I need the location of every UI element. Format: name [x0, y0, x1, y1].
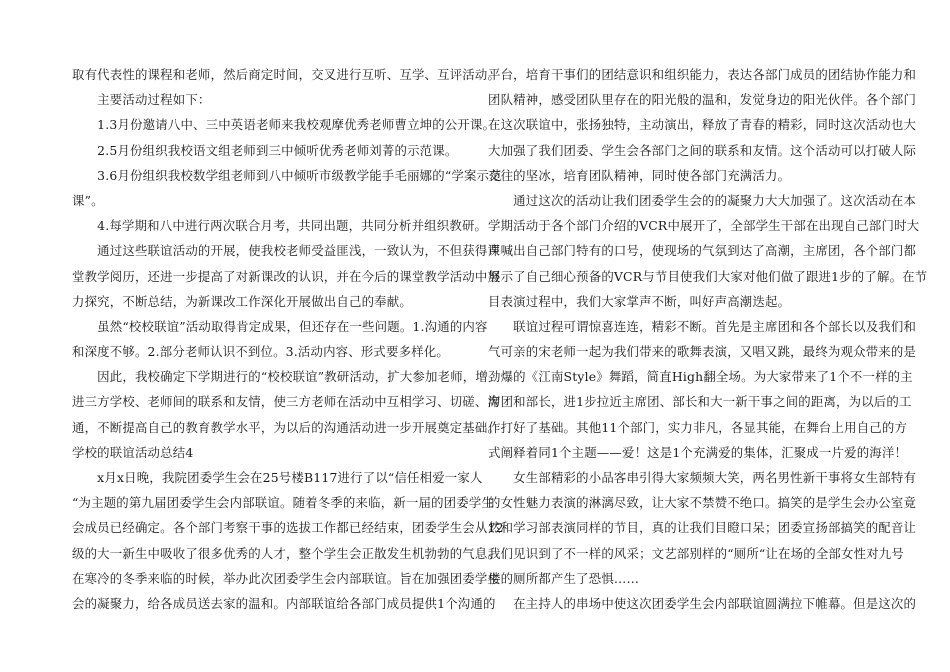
text-line: 楼的厕所都产生了恐惧……: [488, 570, 640, 586]
text-line: 气可亲的宋老师一起为我们带来的歌舞表演，又唱又跳，最终为观众带来的是: [488, 344, 917, 360]
text-line: 通过这次的活动让我们团委学生会的的凝聚力大大加强了。这次活动在本: [488, 192, 917, 208]
text-line: 通过这些联谊活动的开展，使我校老师受益匪浅，一致认为，不但获得课: [72, 243, 501, 259]
text-line: 3.6月份组织我校数学组老师到八中倾听市级教学能手毛丽娜的“学案示范: [72, 167, 502, 183]
text-line: “为主题的第九届团委学生会内部联谊。随着冬季的来临，新一届的团委学生: [72, 495, 495, 511]
text-line: 然和学习部表演同样的节目，真的让我们目瞪口呆；团委宣扬部搞笑的配音让: [488, 520, 917, 536]
text-line: 虽然“校校联谊”活动取得肯定成果，但还存在一些问题。1.沟通的内容: [72, 318, 488, 334]
text-line: 声喊出自己部门特有的口号，使现场的气氛到达了高潮，主席团，各个部门都: [488, 243, 917, 259]
text-line: 的女性魅力表演的淋漓尽致，让大家不禁赞不绝口。搞笑的是学生会办公室竟: [488, 495, 917, 511]
text-line: 女生部精彩的小品客串引得大家频频大笑，两名男性新干事将女生部特有: [488, 470, 917, 485]
text-line: 进三方学校、老师间的联系和友情，使三方老师在活动中互相学习、切磋、沟: [72, 394, 501, 410]
text-line: 在寒冷的冬季来临的时候，举办此次团委学生会内部联谊。旨在加强团委学生: [72, 570, 501, 586]
text-line: 1.3月份邀请八中、三中英语老师来我校观摩优秀老师曹立坤的公开课。: [72, 117, 496, 133]
text-line: 式阐释着同1个主题——爱！这是1个充满爱的集体，汇聚成一片爱的海洋！: [488, 444, 908, 460]
text-line: 堂教学阅历，还进一步提高了对新课改的认识，并在今后的课堂教学活动中努: [72, 268, 501, 284]
section-heading: 学校的联谊活动总结4: [72, 444, 194, 460]
left-text-column: [72, 62, 504, 616]
right-text-column: [488, 62, 928, 616]
text-line: 2.5月份组织我校语文组老师到三中倾听优秀老师刘菁的示范课。: [72, 142, 458, 158]
text-line: 课”。: [72, 192, 104, 208]
text-line: 目表演过程中，我们大家掌声不断，叫好声高潮迭起。: [488, 293, 791, 309]
text-line: 在主持人的串场中使这次团委学生会内部联谊圆满拉下帷幕。但是这次的: [488, 595, 917, 611]
text-line: 在这次联谊中，张扬独特，主动演出，释放了青春的精彩，同时这次活动也大: [488, 117, 917, 133]
text-line: 席团和部长，进1步拉近主席团、部长和大一新干事之间的距离，为以后的工: [488, 394, 912, 410]
text-line: 4.每学期和八中进行两次联合月考，共同出题，共同分析并组织教研。: [72, 218, 488, 234]
text-line: 我们见识到了不一样的风采；文艺部别样的“厕所“让在场的全部女性对九号: [488, 545, 904, 561]
text-line: 会成员已经确定。各个部门考察干事的选拔工作都已经结束，团委学生会从12: [72, 520, 504, 536]
text-line: 展示了自己细心预备的VCR与节目使我们大家对他们做了跟进1步的了解。在节: [488, 268, 928, 284]
text-line: 通，不断提高自己的教育教学水平，为以后的沟通活动进一步开展奠定基础。: [72, 419, 501, 435]
text-line: 交往的坚冰，培育团队精神，同时使各部门充满活力。: [488, 167, 791, 183]
text-line: 劲爆的《江南Style》舞蹈，简直High翻全场。为大家带来了1个不一样的主: [488, 369, 913, 385]
text-line: 取有代表性的课程和老师，然后商定时间，交叉进行互听、互学、互评活动。: [72, 67, 501, 82]
text-line: 级的大一新生中吸收了很多优秀的人才，整个学生会正散发生机勃勃的气息。: [72, 545, 501, 561]
text-line: 团队精神，感受团队里存在的阳光般的温和，发觉身边的阳光伙伴。各个部门: [488, 92, 917, 108]
text-line: 力探究，不断总结，为新课改工作深化开展做出自己的奉献。: [72, 293, 412, 309]
text-line: 作打好了基础。其他11个部门，实力非凡，各显其能，在舞台上用自己的方: [488, 419, 908, 435]
text-line: 大加强了我们团委、学生会各部门之间的联系和友情。这个活动可以打破人际: [488, 142, 917, 158]
text-line: 因此，我校确定下学期进行的“校校联谊”教研活动，扩大参加老师，增: [72, 369, 488, 385]
text-line: 学期活动于各个部门介绍的VCR中展开了，全部学生干部在出现自己部门时大: [488, 218, 920, 234]
text-line: 联谊过程可谓惊喜连连，精彩不断。首先是主席团和各个部长以及我们和: [488, 318, 917, 334]
text-line: 平台，培育干事们的团结意识和组织能力，表达各部门成员的团结协作能力和: [488, 67, 917, 82]
text-line: 会的凝聚力，给各成员送去家的温和。内部联谊给各部门成员提供1个沟通的: [72, 595, 496, 611]
text-line: 和深度不够。2.部分老师认识不到位。3.活动内容、形式要多样化。: [72, 344, 449, 360]
text-line: 主要活动过程如下：: [72, 92, 211, 108]
text-line: x月x日晚，我院团委学生会在25号楼B117进行了以“信任相爱一家人: [72, 470, 483, 485]
